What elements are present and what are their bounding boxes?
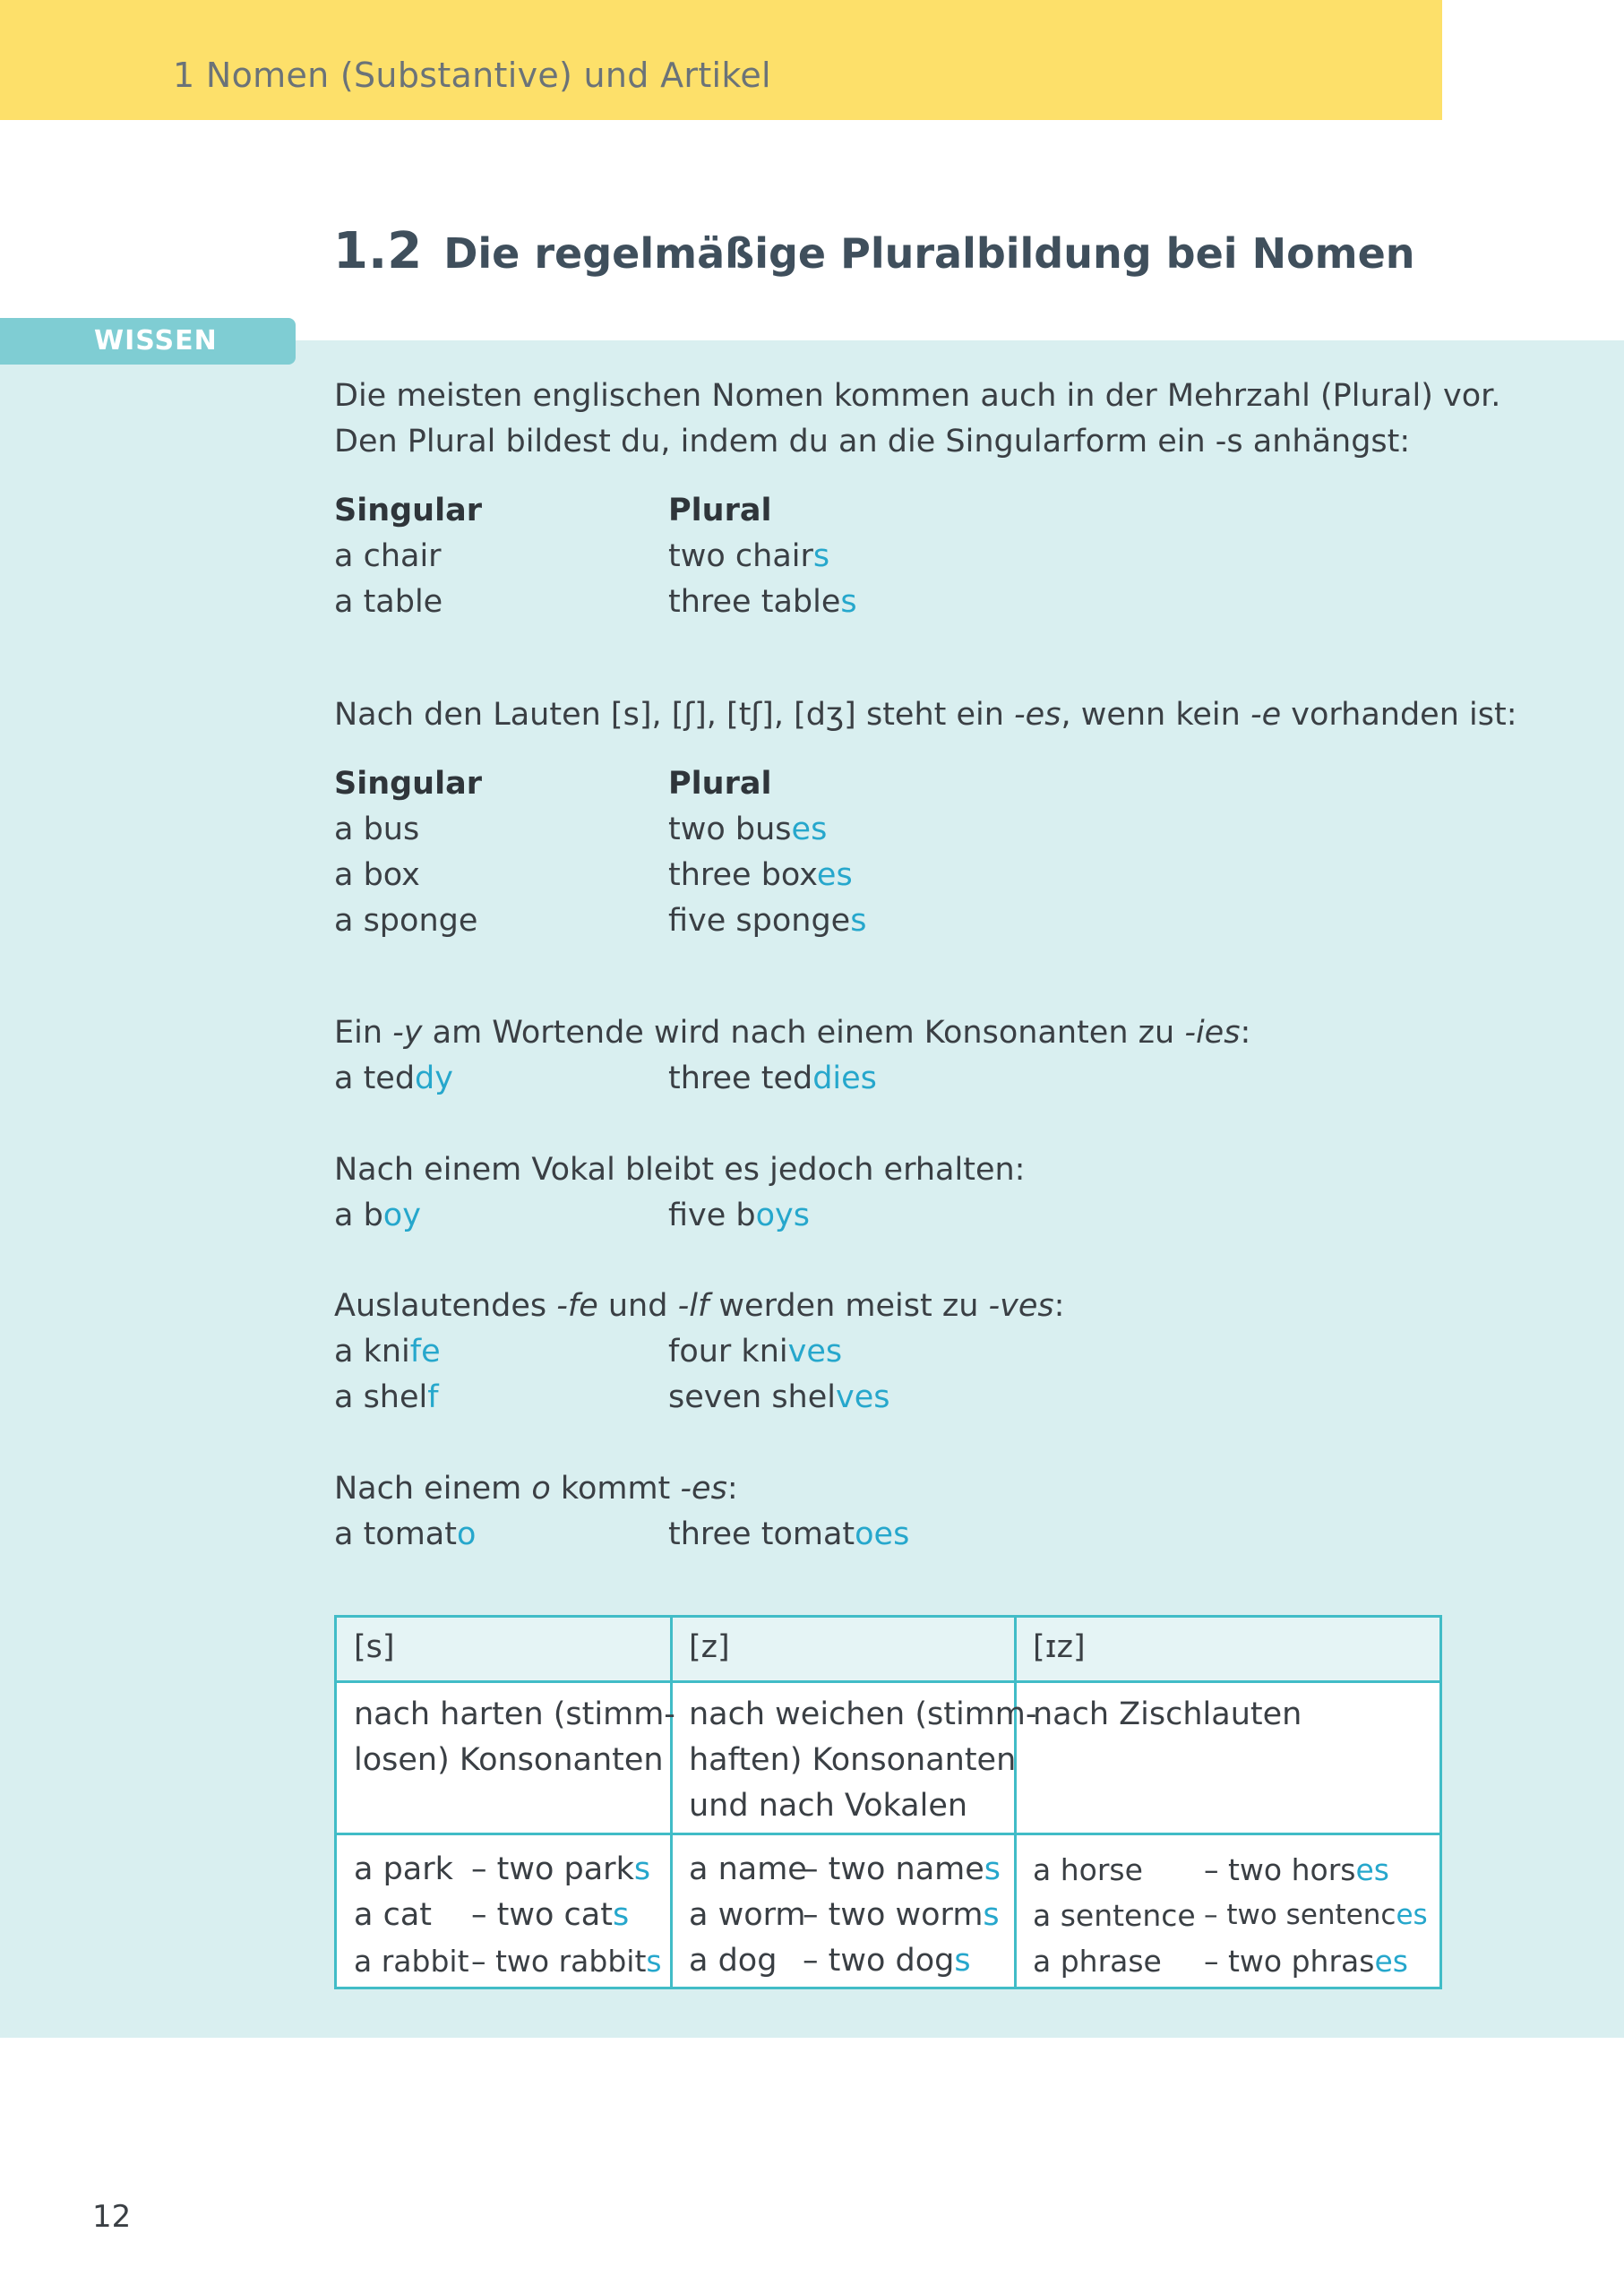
- singular-stem: a tomat: [334, 1516, 457, 1552]
- table-divider: [1014, 1618, 1017, 1987]
- plural-stem: – two worm: [803, 1897, 984, 1933]
- rule-text: am Wortende wird nach einem Konsonanten zu: [422, 1015, 1185, 1051]
- rule5-plural: [668, 1379, 889, 1415]
- rule2-text: [334, 697, 1517, 733]
- rule3-text: [334, 1015, 1250, 1051]
- plural-ending: es: [791, 812, 828, 847]
- group2-plural: [668, 903, 866, 939]
- table-example-pl: [471, 1938, 662, 1984]
- rule-text: werden meist zu: [709, 1288, 989, 1324]
- rule-suffix: o: [531, 1471, 551, 1507]
- group1-singular: a table: [334, 584, 443, 620]
- table-desc: nach weichen (stimm-: [689, 1696, 1037, 1732]
- plural-ending: es: [1396, 1899, 1428, 1931]
- table-example-pl: [1204, 1893, 1428, 1938]
- rule4-plural: [668, 1198, 810, 1233]
- group2-plural: [668, 812, 827, 847]
- rule-text: :: [1053, 1288, 1065, 1324]
- section-title: [333, 222, 1415, 280]
- plural-ending: s: [812, 538, 830, 574]
- table-example-sg: a name: [689, 1851, 807, 1887]
- rule-suffix: -es: [680, 1471, 727, 1507]
- table-desc: nach harten (stimm-: [354, 1696, 675, 1732]
- plural-ending: s: [954, 1943, 971, 1979]
- plural-stem: five b: [668, 1198, 756, 1233]
- table-example-pl: [803, 1847, 1001, 1893]
- rule-suffix: -es: [1014, 697, 1061, 733]
- table-example-pl: [803, 1938, 971, 1984]
- plural-ending: oes: [855, 1516, 910, 1552]
- plural-stem: – two sentenc: [1204, 1899, 1396, 1931]
- group2-plural: [668, 857, 853, 893]
- plural-ending: dies: [812, 1061, 877, 1096]
- plural-stem: – two dog: [803, 1943, 955, 1979]
- plural-ending: es: [816, 857, 853, 893]
- singular-ending: fe: [409, 1334, 441, 1370]
- rule-text: kommt: [550, 1471, 681, 1507]
- singular-stem: a kni: [334, 1334, 410, 1370]
- table-divider: [670, 1618, 673, 1987]
- table-example-pl: [1204, 1938, 1408, 1984]
- rule-suffix: -y: [392, 1015, 423, 1051]
- wissen-tab: [0, 318, 296, 365]
- table-example-pl: [471, 1893, 629, 1938]
- plural-stem: – two hors: [1204, 1852, 1356, 1887]
- table-example-pl: [803, 1893, 1000, 1938]
- table-example-sg: a sentence: [1033, 1898, 1196, 1933]
- group2-singular: a sponge: [334, 903, 478, 939]
- table-example-sg: a phrase: [1033, 1944, 1162, 1979]
- rule-suffix: -e: [1250, 697, 1282, 733]
- rule5-singular: [334, 1334, 441, 1370]
- chapter-header-title: 1 Nomen (Substantive) und Artikel: [173, 56, 771, 95]
- sound-table: [334, 1615, 1442, 1989]
- table-example-sg: a horse: [1033, 1852, 1143, 1887]
- group2-head-singular: Singular: [334, 766, 482, 802]
- rule-suffix: -ves: [988, 1288, 1054, 1324]
- plural-ending: es: [1374, 1944, 1408, 1979]
- plural-ending: s: [633, 1851, 651, 1887]
- rule5-singular: [334, 1379, 439, 1415]
- table-example-sg: a cat: [354, 1897, 432, 1933]
- plural-stem: – two cat: [471, 1897, 613, 1933]
- group2-head-plural: Plural: [668, 766, 772, 802]
- singular-ending: dy: [415, 1061, 453, 1096]
- singular-stem: a ted: [334, 1061, 416, 1096]
- table-example-sg: a rabbit: [354, 1944, 469, 1979]
- plural-ending: ves: [836, 1379, 890, 1415]
- singular-ending: oy: [382, 1198, 421, 1233]
- plural-stem: seven shel: [668, 1379, 836, 1415]
- rule-text: :: [726, 1471, 738, 1507]
- section-heading: Die regelmäßige Pluralbildung bei Nomen: [443, 229, 1415, 278]
- table-example-sg: a worm: [689, 1897, 806, 1933]
- rule6-text: [334, 1471, 738, 1507]
- group1-head-singular: Singular: [334, 493, 482, 528]
- sound-table-header-row: [337, 1618, 1439, 1680]
- rule-text: , wenn kein: [1061, 697, 1250, 733]
- plural-stem: two bus: [668, 812, 792, 847]
- singular-stem: a shel: [334, 1379, 428, 1415]
- plural-stem: – two name: [803, 1851, 984, 1887]
- group1-plural: [668, 538, 829, 574]
- plural-stem: – two park: [471, 1851, 634, 1887]
- plural-stem: two chair: [668, 538, 813, 574]
- plural-ending: s: [983, 1897, 1000, 1933]
- table-example-pl: [471, 1847, 650, 1893]
- group1-plural: [668, 584, 857, 620]
- rule6-singular: [334, 1516, 476, 1552]
- rule5-text: [334, 1288, 1064, 1324]
- rule3-singular: [334, 1061, 453, 1096]
- table-header-s: [s]: [354, 1629, 395, 1665]
- rule4-text: Nach einem Vokal bleibt es jedoch erhalten:: [334, 1152, 1026, 1188]
- plural-stem: four kni: [668, 1334, 788, 1370]
- group1-singular: a chair: [334, 538, 442, 574]
- intro-line-2: Den Plural bildest du, indem du an die Singularform ein -s anhängst:: [334, 424, 1411, 459]
- rule-suffix: -ies: [1184, 1015, 1241, 1051]
- rule-text: vorhanden ist:: [1281, 697, 1517, 733]
- rule4-singular: [334, 1198, 421, 1233]
- table-divider: [337, 1680, 1439, 1683]
- table-example-sg: a park: [354, 1851, 453, 1887]
- plural-stem: three table: [668, 584, 841, 620]
- table-desc: und nach Vokalen: [689, 1788, 968, 1824]
- plural-ending: s: [840, 584, 857, 620]
- plural-ending: es: [1355, 1852, 1389, 1887]
- rule3-plural: [668, 1061, 877, 1096]
- rule-text: Nach den Lauten [s], [ʃ], [tʃ], [dʒ] steht ein: [334, 697, 1015, 733]
- section-number: 1.2: [333, 222, 423, 280]
- plural-ending: ves: [787, 1334, 843, 1370]
- plural-stem: three box: [668, 857, 817, 893]
- rule-text: und: [597, 1288, 678, 1324]
- group2-singular: a box: [334, 857, 420, 893]
- plural-stem: – two rabbit: [471, 1944, 647, 1979]
- table-divider: [337, 1833, 1439, 1835]
- plural-ending: s: [984, 1851, 1001, 1887]
- table-header-z: [z]: [689, 1629, 730, 1665]
- rule5-plural: [668, 1334, 842, 1370]
- rule6-plural: [668, 1516, 909, 1552]
- rule-suffix: -lf: [677, 1288, 709, 1324]
- plural-stem: five sponge: [668, 903, 851, 939]
- table-example-pl: [1204, 1847, 1389, 1893]
- singular-ending: f: [427, 1379, 439, 1415]
- group2-singular: a bus: [334, 812, 420, 847]
- table-example-sg: a dog: [689, 1943, 778, 1979]
- rule-text: :: [1240, 1015, 1251, 1051]
- table-desc: nach Zischlauten: [1033, 1696, 1302, 1732]
- rule-text: Auslautendes: [334, 1288, 557, 1324]
- rule-text: Nach einem: [334, 1471, 532, 1507]
- rule-text: Ein: [334, 1015, 393, 1051]
- table-header-iz: [ɪz]: [1033, 1629, 1086, 1665]
- plural-stem: three tomat: [668, 1516, 855, 1552]
- page-number: 12: [92, 2199, 132, 2235]
- singular-ending: o: [456, 1516, 477, 1552]
- table-desc: haften) Konsonanten: [689, 1742, 1017, 1778]
- singular-stem: a b: [334, 1198, 383, 1233]
- group1-head-plural: Plural: [668, 493, 772, 528]
- table-desc: losen) Konsonanten: [354, 1742, 664, 1778]
- plural-stem: three ted: [668, 1061, 813, 1096]
- plural-stem: – two phras: [1204, 1944, 1375, 1979]
- intro-line-1: Die meisten englischen Nomen kommen auch in der Mehrzahl (Plural) vor.: [334, 378, 1501, 414]
- rule-suffix: -fe: [556, 1288, 598, 1324]
- wissen-label: WISSEN: [94, 325, 218, 356]
- plural-ending: s: [612, 1897, 630, 1933]
- plural-ending: oys: [755, 1198, 811, 1233]
- plural-ending: s: [850, 903, 867, 939]
- plural-ending: s: [646, 1944, 662, 1979]
